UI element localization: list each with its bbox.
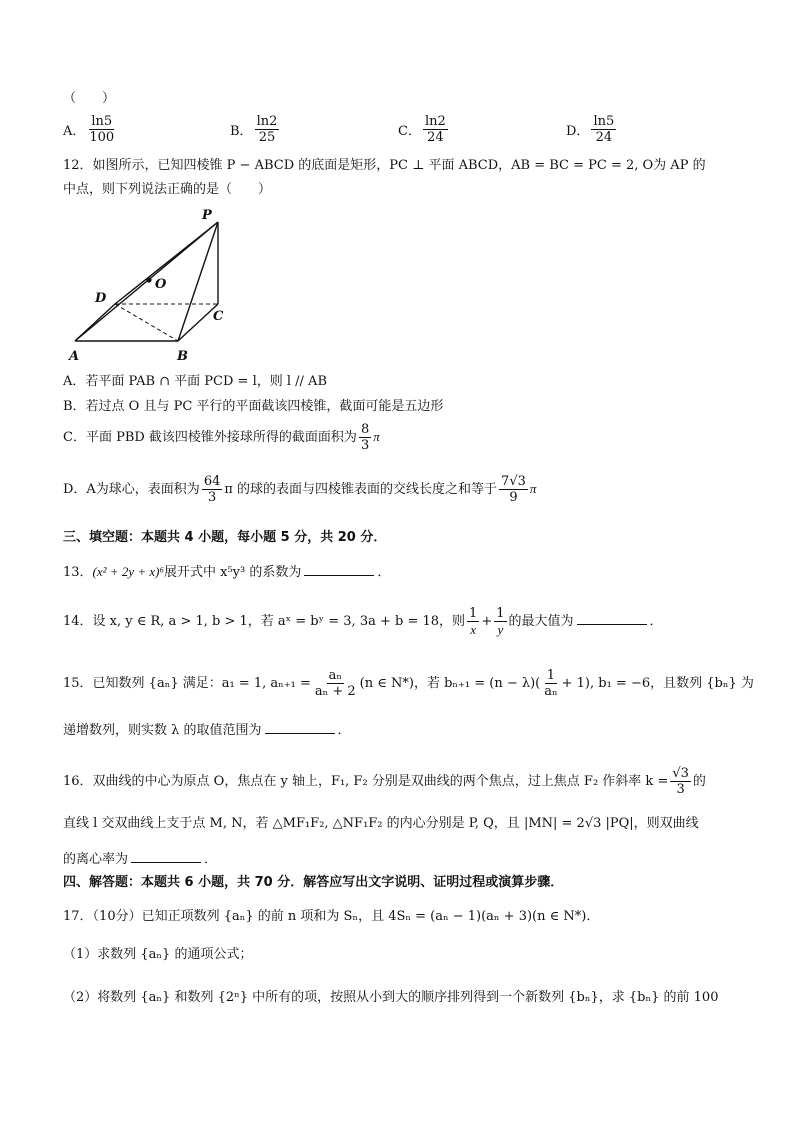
q16-line3 xyxy=(63,850,217,869)
q12-option-d-fraction1 xyxy=(202,474,223,505)
q15-fraction-recurrence xyxy=(313,668,358,699)
q15-mid: (n ∈ N*)，若 bₙ₊₁ = (n − λ)( xyxy=(359,676,541,691)
q14-plus: + xyxy=(481,614,493,629)
q12-option-b: B．若过点 O 且与 PC 平行的平面截该四棱锥，截面可能是五边形 xyxy=(63,399,444,414)
q12-option-d-pi: π xyxy=(529,481,537,496)
q11-option-d-label: D． xyxy=(566,124,590,139)
q11-option-a-den: 100 xyxy=(89,130,115,145)
q12-stem-line2: 中点，则下列说法正确的是（ ） xyxy=(63,182,272,197)
pyramid-diagram xyxy=(63,204,248,366)
q12-stem-line1: 12．如图所示，已知四棱锥 P − ABCD 的底面是矩形，PC ⊥ 平面 ABCD，AB = BC = PC = 2, O为 AP 的 xyxy=(63,158,706,173)
label-p: P xyxy=(202,208,212,223)
q16-line2: 直线 l 交双曲线上支于点 M, N，若 △MF₁F₂, △NF₁F₂ 的内心分别是 P, Q，且 |MN| = 2√3 |PQ|，则双曲线 xyxy=(63,816,699,831)
q11-option-a-label: A． xyxy=(63,124,86,139)
q12-option-c-fraction xyxy=(359,422,371,453)
q16-fraction-slope xyxy=(670,766,691,797)
q13-expression: (x² + 2y + x)⁶ xyxy=(92,564,164,579)
q14-end: ． xyxy=(649,614,663,629)
q11-option-b-label: B． xyxy=(230,124,253,139)
q15-line2 xyxy=(63,721,351,740)
edge-db-hidden xyxy=(115,304,178,341)
q11-option-c-den: 24 xyxy=(427,130,444,145)
q14-post: 的最大值为 xyxy=(508,614,574,629)
q14-text: 14．设 x, y ∈ R, a > 1, b > 1，若 aˣ = bʸ = 3, 3a + b = 18，则 xyxy=(63,614,466,629)
q12-option-d-num1: 64 xyxy=(203,474,221,489)
label-a: A xyxy=(69,349,80,364)
q15-end: ． xyxy=(337,723,351,738)
q12-option-c-num: 8 xyxy=(360,422,370,437)
q11-option-a-num: ln5 xyxy=(91,114,113,129)
q11-option-a-fraction xyxy=(87,114,116,145)
q14-fraction-x-den: x xyxy=(470,622,477,637)
q14-answer-blank[interactable] xyxy=(577,612,647,625)
q11-option-c xyxy=(398,114,450,145)
section-3-heading: 三、填空题：本题共 4 小题，每小题 5 分，共 20 分． xyxy=(63,530,387,545)
q11-option-a xyxy=(63,114,118,145)
q11-option-b xyxy=(230,114,281,145)
q11-option-b-fraction xyxy=(255,114,280,145)
q13 xyxy=(63,563,390,582)
q16-text: 16．双曲线的中心为原点 O，焦点在 y 轴上，F₁, F₂ 分别是双曲线的两个焦点，过上焦点 F₂ 作斜率 k = xyxy=(63,774,669,789)
q14-fraction-y-den: y xyxy=(497,622,504,637)
q15-fraction2-den: aₙ xyxy=(544,684,558,699)
q16-line1 xyxy=(63,766,706,797)
q17-part1: （1）求数列 {aₙ} 的通项公式； xyxy=(63,947,253,962)
q15-answer-blank[interactable] xyxy=(265,721,335,734)
q16-answer-blank[interactable] xyxy=(131,850,201,863)
label-c: C xyxy=(213,309,224,324)
q11-option-d-den: 24 xyxy=(595,130,613,145)
q12-option-d-mid: π 的球的表面与四棱锥表面的交线长度之和等于 xyxy=(224,482,498,497)
q16-fraction-num: √3 xyxy=(672,766,689,781)
q13-number: 13． xyxy=(63,565,93,580)
q17-stem: 17．（10分）已知正项数列 {aₙ} 的前 n 项和为 Sₙ，且 4Sₙ = (aₙ − 1)(aₙ + 3)(n ∈ N*)． xyxy=(63,909,600,924)
q15-post: + 1), b₁ = −6，且数列 {bₙ} 为 xyxy=(561,676,754,691)
q12-option-d-den1: 3 xyxy=(207,490,217,505)
q12-option-d-text: D．A为球心，表面积为 xyxy=(63,482,200,497)
q15-fraction2-num: 1 xyxy=(546,668,556,683)
q12-option-d-num2: 7√3 xyxy=(501,474,526,489)
q14-fraction-x xyxy=(467,606,479,637)
q11-paren: （ ） xyxy=(63,91,116,106)
q11-option-b-den: 25 xyxy=(258,130,276,145)
q16-end: ． xyxy=(204,852,218,867)
q12-option-c-text: C．平面 PBD 截该四棱锥外接球所得的截面面积为 xyxy=(63,430,357,445)
q16-fraction-den: 3 xyxy=(676,782,685,797)
q15-line2-text: 递增数列，则实数 λ 的取值范围为 xyxy=(63,723,262,738)
q14-fraction-y-num: 1 xyxy=(496,606,505,621)
q13-end: ． xyxy=(377,565,391,580)
q12-option-c-pi: π xyxy=(373,429,380,444)
q11-option-c-num: ln2 xyxy=(424,114,446,129)
q13-text: 展开式中 x⁵y³ 的系数为 xyxy=(163,565,302,580)
q15-fraction-den: aₙ + 2 xyxy=(314,684,356,699)
q11-option-d-fraction xyxy=(591,114,616,145)
q11-option-b-num: ln2 xyxy=(256,114,278,129)
q11-option-d-num: ln5 xyxy=(593,114,615,129)
q15-text: 15．已知数列 {aₙ} 满足：a₁ = 1, aₙ₊₁ = xyxy=(63,676,311,691)
q14-fraction-x-num: 1 xyxy=(469,606,478,621)
label-d: D xyxy=(95,291,107,306)
q15-line1 xyxy=(63,668,754,699)
label-b: B xyxy=(177,349,188,364)
q12-option-d-den2: 9 xyxy=(509,490,518,505)
q12-option-d-fraction2 xyxy=(499,474,528,505)
q17-part2: （2）将数列 {aₙ} 和数列 {2ⁿ} 中所有的项，按照从小到大的顺序排列得到一个新数列 {bₙ}，求 {bₙ} 的前 100 xyxy=(63,990,719,1005)
q14 xyxy=(63,606,663,637)
q12-option-c xyxy=(63,422,380,453)
point-o xyxy=(146,277,151,282)
q11-option-c-label: C． xyxy=(398,124,421,139)
q16-line3-text: 的离心率为 xyxy=(63,852,129,867)
q11-option-d xyxy=(566,114,618,145)
pyramid-figure xyxy=(63,204,248,366)
q16-post: 的 xyxy=(692,774,706,789)
q12-option-a: A．若平面 PAB ∩ 平面 PCD = l，则 l // AB xyxy=(63,374,327,389)
q15-fraction-reciprocal xyxy=(542,668,559,699)
q14-fraction-y xyxy=(494,606,506,637)
q11-option-c-fraction xyxy=(423,114,448,145)
edge-pd xyxy=(115,222,218,304)
q12-option-c-den: 3 xyxy=(360,438,370,453)
label-o: O xyxy=(155,277,167,292)
section-4-heading: 四、解答题：本题共 6 小题，共 70 分．解答应写出文字说明、证明过程或演算步骤． xyxy=(63,875,564,890)
q12-option-d xyxy=(63,474,536,505)
q13-answer-blank[interactable] xyxy=(304,563,374,576)
q15-fraction-num: aₙ xyxy=(328,668,342,683)
